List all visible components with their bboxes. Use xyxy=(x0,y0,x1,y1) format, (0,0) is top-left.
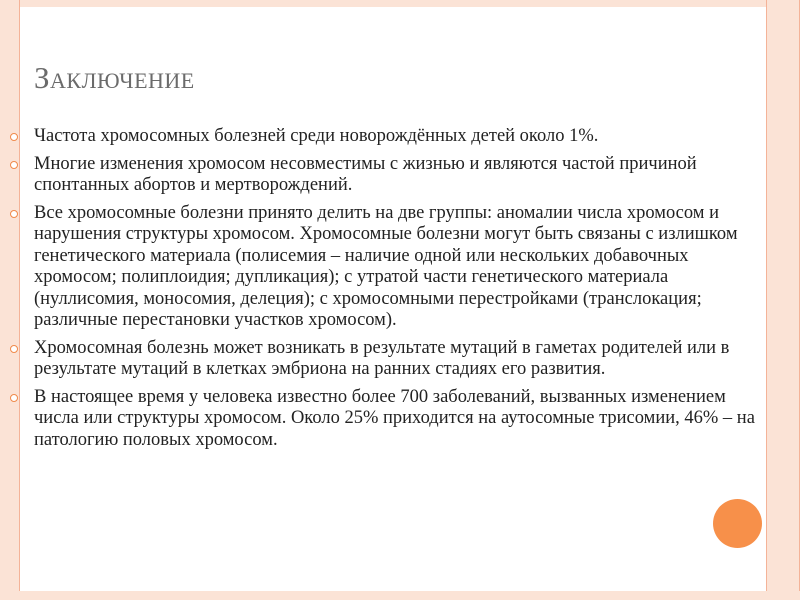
bullet-icon xyxy=(10,210,18,218)
bullet-text: Многие изменения хромосом несовместимы с жизнью и являются частой причиной спонтанных абортов и мертворождений. xyxy=(34,153,697,195)
list-item xyxy=(10,338,775,381)
list-item xyxy=(10,203,775,332)
list-item xyxy=(10,387,775,452)
frame-bottom-border xyxy=(0,591,800,600)
bullet-list xyxy=(10,126,775,457)
list-item xyxy=(10,126,775,148)
frame-top-border xyxy=(0,0,800,7)
list-item xyxy=(10,154,775,197)
bullet-icon xyxy=(10,133,18,141)
bullet-text: В настоящее время у человека известно более 700 заболеваний, вызванных изменением числа или структуры хромосом. Около 25% приходится на аутосомные трисомии, 46% – на патологию половых хромосом. xyxy=(34,386,755,450)
bullet-icon xyxy=(10,394,18,402)
bullet-text: Хромосомная болезнь может возникать в результате мутаций в гаметах родителей или в результате мутаций в клетках эмбриона на ранних стадиях его развития. xyxy=(34,337,730,379)
slide-title: Заключение xyxy=(34,60,195,95)
decorative-circle xyxy=(713,499,762,548)
bullet-icon xyxy=(10,161,18,169)
bullet-icon xyxy=(10,345,18,353)
bullet-text: Частота хромосомных болезней среди новорождённых детей около 1%. xyxy=(34,126,599,146)
bullet-text: Все хромосомные болезни принято делить на две группы: аномалии числа хромосом и нарушения структуры хромосом. Хромосомные болезни могут быть связаны с излишком генетического материала (полисемия – наличие одной или нескольких добавочных хромосом; полиплоидия; дупликация); с утратой части генетического материала (нуллисомия, моносомия, делеция); с хромосомными перестройками (транслокация; различные перестановки участков хромосом). xyxy=(34,202,738,330)
